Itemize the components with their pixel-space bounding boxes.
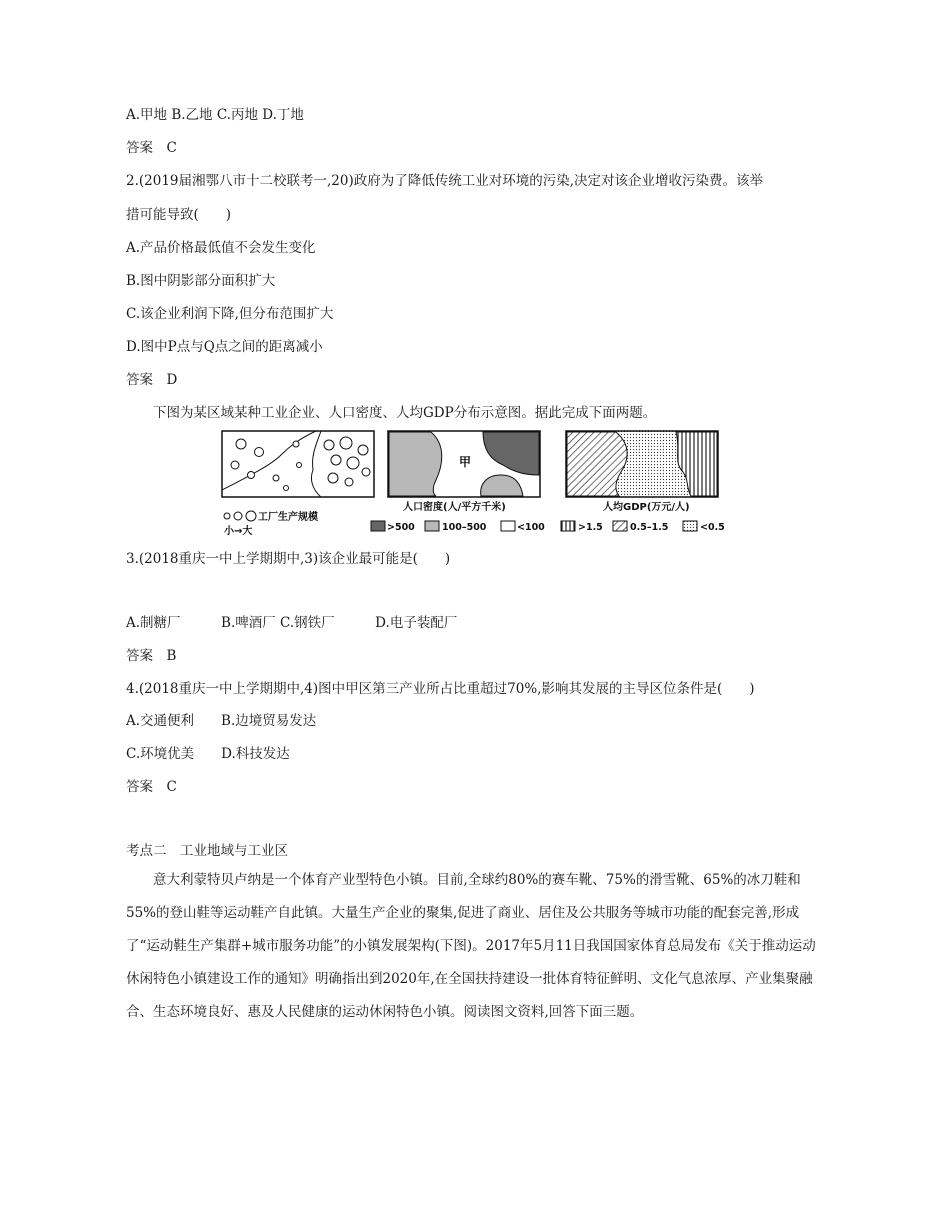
- pop-legend-high: >500: [387, 522, 415, 533]
- q2-option-c: C.该企业利润下降,但分布范围扩大: [126, 306, 334, 322]
- q4-stem: 4.(2018重庆一中上学期期中,4)图中甲区第三产业所占比重超过70%,影响其发展的主导区位条件是( ): [126, 681, 755, 697]
- gdp-legend-low: <0.5: [700, 522, 725, 533]
- factory-map: [222, 431, 374, 497]
- population-legend: [371, 521, 545, 533]
- population-map: [388, 431, 540, 497]
- section-title: 考点二 工业地域与工业区: [126, 843, 288, 859]
- pop-legend-mid: 100–500: [442, 522, 487, 533]
- pop-legend-low: <100: [517, 522, 545, 533]
- factory-legend: [224, 510, 319, 537]
- q3-answer: 答案 B: [126, 648, 177, 664]
- gdp-legend-mid: 0.5–1.5: [630, 522, 669, 533]
- distribution-figure: [221, 430, 761, 538]
- gdp-title: 人均GDP(万元/人): [603, 502, 690, 513]
- gdp-map: [566, 431, 718, 497]
- passage-paragraph: 意大利蒙特贝卢纳是一个体育产业型特色小镇。目前,全球约80%的赛车靴、75%的滑雪靴、65%的冰刀鞋和55%的登山鞋等运动鞋产自此镇。大量生产企业的聚集,促进了商业、居住及公共服务等城市功能的配套完善,形成了“运动鞋生产集群+城市服务功能”的小镇发展架构(下图)。2017年5月11日我国国家体育总局发布《关于推动运动休闲特色小镇建设工作的通知》明确指出到2020年,在全国扶持建设一批体育特征鲜明、文化气息浓厚、产业集聚融合、生态环境良好、惠及人民健康的运动休闲特色小镇。阅读图文资料,回答下面三题。: [126, 872, 816, 1020]
- q1-answer: 答案 C: [126, 140, 177, 156]
- q4-options-cd: C.环境优美 D.科技发达: [126, 746, 290, 762]
- q2-option-b: B.图中阴影部分面积扩大: [126, 273, 276, 289]
- population-title: 人口密度(人/平方千米): [403, 502, 506, 513]
- q2-stem-line-1: 2.(2019届湘鄂八市十二校联考一,20)政府为了降低传统工业对环境的污染,决定对该企业增收污染费。该举: [126, 173, 764, 189]
- q4-options-ab: A.交通便利 B.边境贸易发达: [126, 713, 317, 729]
- factory-legend-label: 工厂生产规模: [258, 512, 318, 523]
- q4-answer: 答案 C: [126, 779, 177, 795]
- figure-intro: 下图为某区域某种工业企业、人口密度、人均GDP分布示意图。据此完成下面两题。: [153, 405, 657, 421]
- q1-options: A.甲地 B.乙地 C.丙地 D.丁地: [126, 107, 304, 123]
- q3-stem: 3.(2018重庆一中上学期期中,3)该企业最可能是( ): [126, 551, 451, 567]
- q3-options: A.制糖厂 B.啤酒厂 C.钢铁厂 D.电子装配厂: [126, 615, 458, 631]
- factory-legend-scale: 小→大: [224, 526, 253, 537]
- q2-stem-line-2: 措可能导致( ): [126, 207, 232, 223]
- q2-option-a: A.产品价格最低值不会发生变化: [126, 240, 316, 256]
- q2-answer: 答案 D: [126, 372, 178, 388]
- map2-label-jia: 甲: [459, 455, 472, 469]
- gdp-legend-high: >1.5: [578, 522, 603, 533]
- q2-option-d: D.图中P点与Q点之间的距离减小: [126, 339, 323, 355]
- gdp-legend: [561, 521, 725, 533]
